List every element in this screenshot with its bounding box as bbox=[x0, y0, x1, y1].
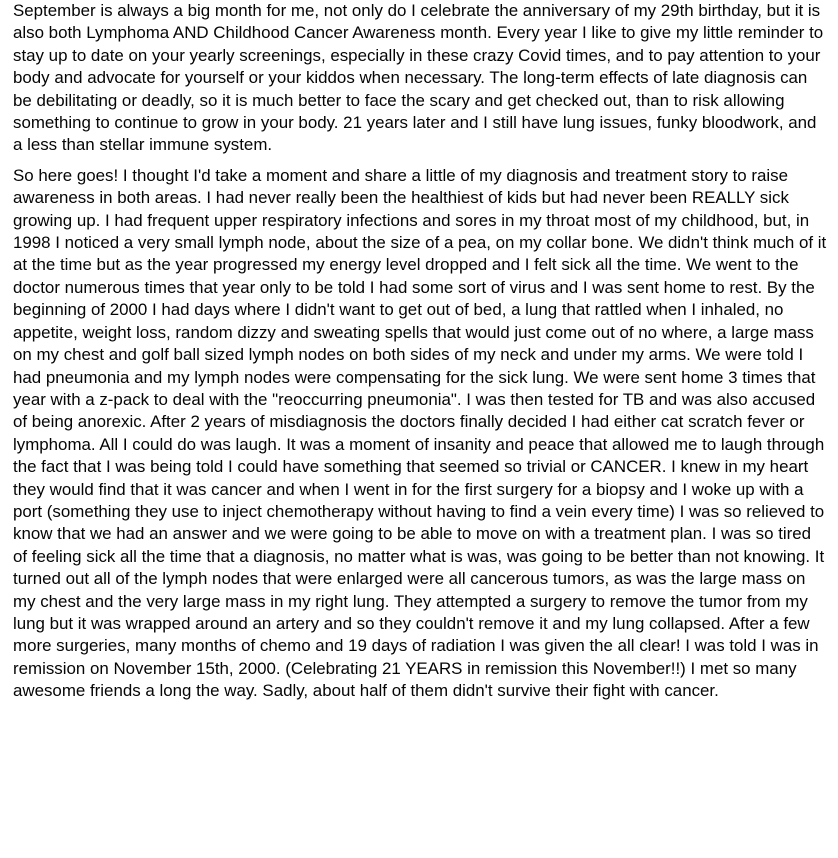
post-paragraph-story: So here goes! I thought I'd take a moment and share a little of my diagnosis and treatment story to raise awareness in both areas. I had never really been the healthiest of kids but had never been REALLY sick growing up. I had frequent upper respiratory infections and sores in my throat most of my childhood, but, in 1998 I noticed a very small lymph node, about the size of a pea, on my collar bone. We didn't think much of it at the time but as the year progressed my energy level dropped and I felt sick all the time. We went to the doctor numerous times that year only to be told I had some sort of virus and I was sent home to rest. By the beginning of 2000 I had days where I didn't want to get out of bed, a lung that rattled when I inhaled, no appetite, weight loss, random dizzy and sweating spells that would just come out of no where, a large mass on my chest and golf ball sized lymph nodes on both sides of my neck and under my arms. We were told I had pneumonia and my lymph nodes were compensating for the sick lung. We were sent home 3 times that year with a z-pack to deal with the "reoccurring pneumonia". I was then tested for TB and was also accused of being anorexic. After 2 years of misdiagnosis the doctors finally decided I had either cat scratch fever or lymphoma. All I could do was laugh. It was a moment of insanity and peace that allowed me to laugh through the fact that I was being told I could have something that seemed so trivial or CANCER. I knew in my heart they would find that it was cancer and when I went in for the first surgery for a biopsy and I woke up with a port (something they use to inject chemotherapy without having to find a vein every time) I was so relieved to know that we had an answer and we were going to be able to move on with a treatment plan. I was so tired of feeling sick all the time that a diagnosis, no matter what is was, was going to be better than not knowing. It turned out all of the lymph nodes that were enlarged were all cancerous tumors, as was the large mass on my chest and the very large mass in my right lung. They attempted a surgery to remove the tumor from my lung but it was wrapped around an artery and so they couldn't remove it and my lung collapsed. After a few more surgeries, many months of chemo and 19 days of radiation I was given the all clear! I was told I was in remission on November 15th, 2000. (Celebrating 21 YEARS in remission this November!!) I met so many awesome friends a long the way. Sadly, about half of them didn't survive their fight with cancer. bbox=[13, 165, 827, 701]
post-paragraph-awareness: September is always a big month for me, not only do I celebrate the anniversary of my 29th birthday, but it is also both Lymphoma AND Childhood Cancer Awareness month. Every year I like to give my little reminder to stay up to date on your yearly screenings, especially in these crazy Covid times, and to pay attention to your body and advocate for yourself or your kiddos when necessary. The long-term effects of late diagnosis can be debilitating or deadly, so it is much better to face the scary and get checked out, than to risk allowing something to continue to grow in your body. 21 years later and I still have lung issues, funky bloodwork, and a less than stellar immune system. bbox=[13, 1, 824, 155]
